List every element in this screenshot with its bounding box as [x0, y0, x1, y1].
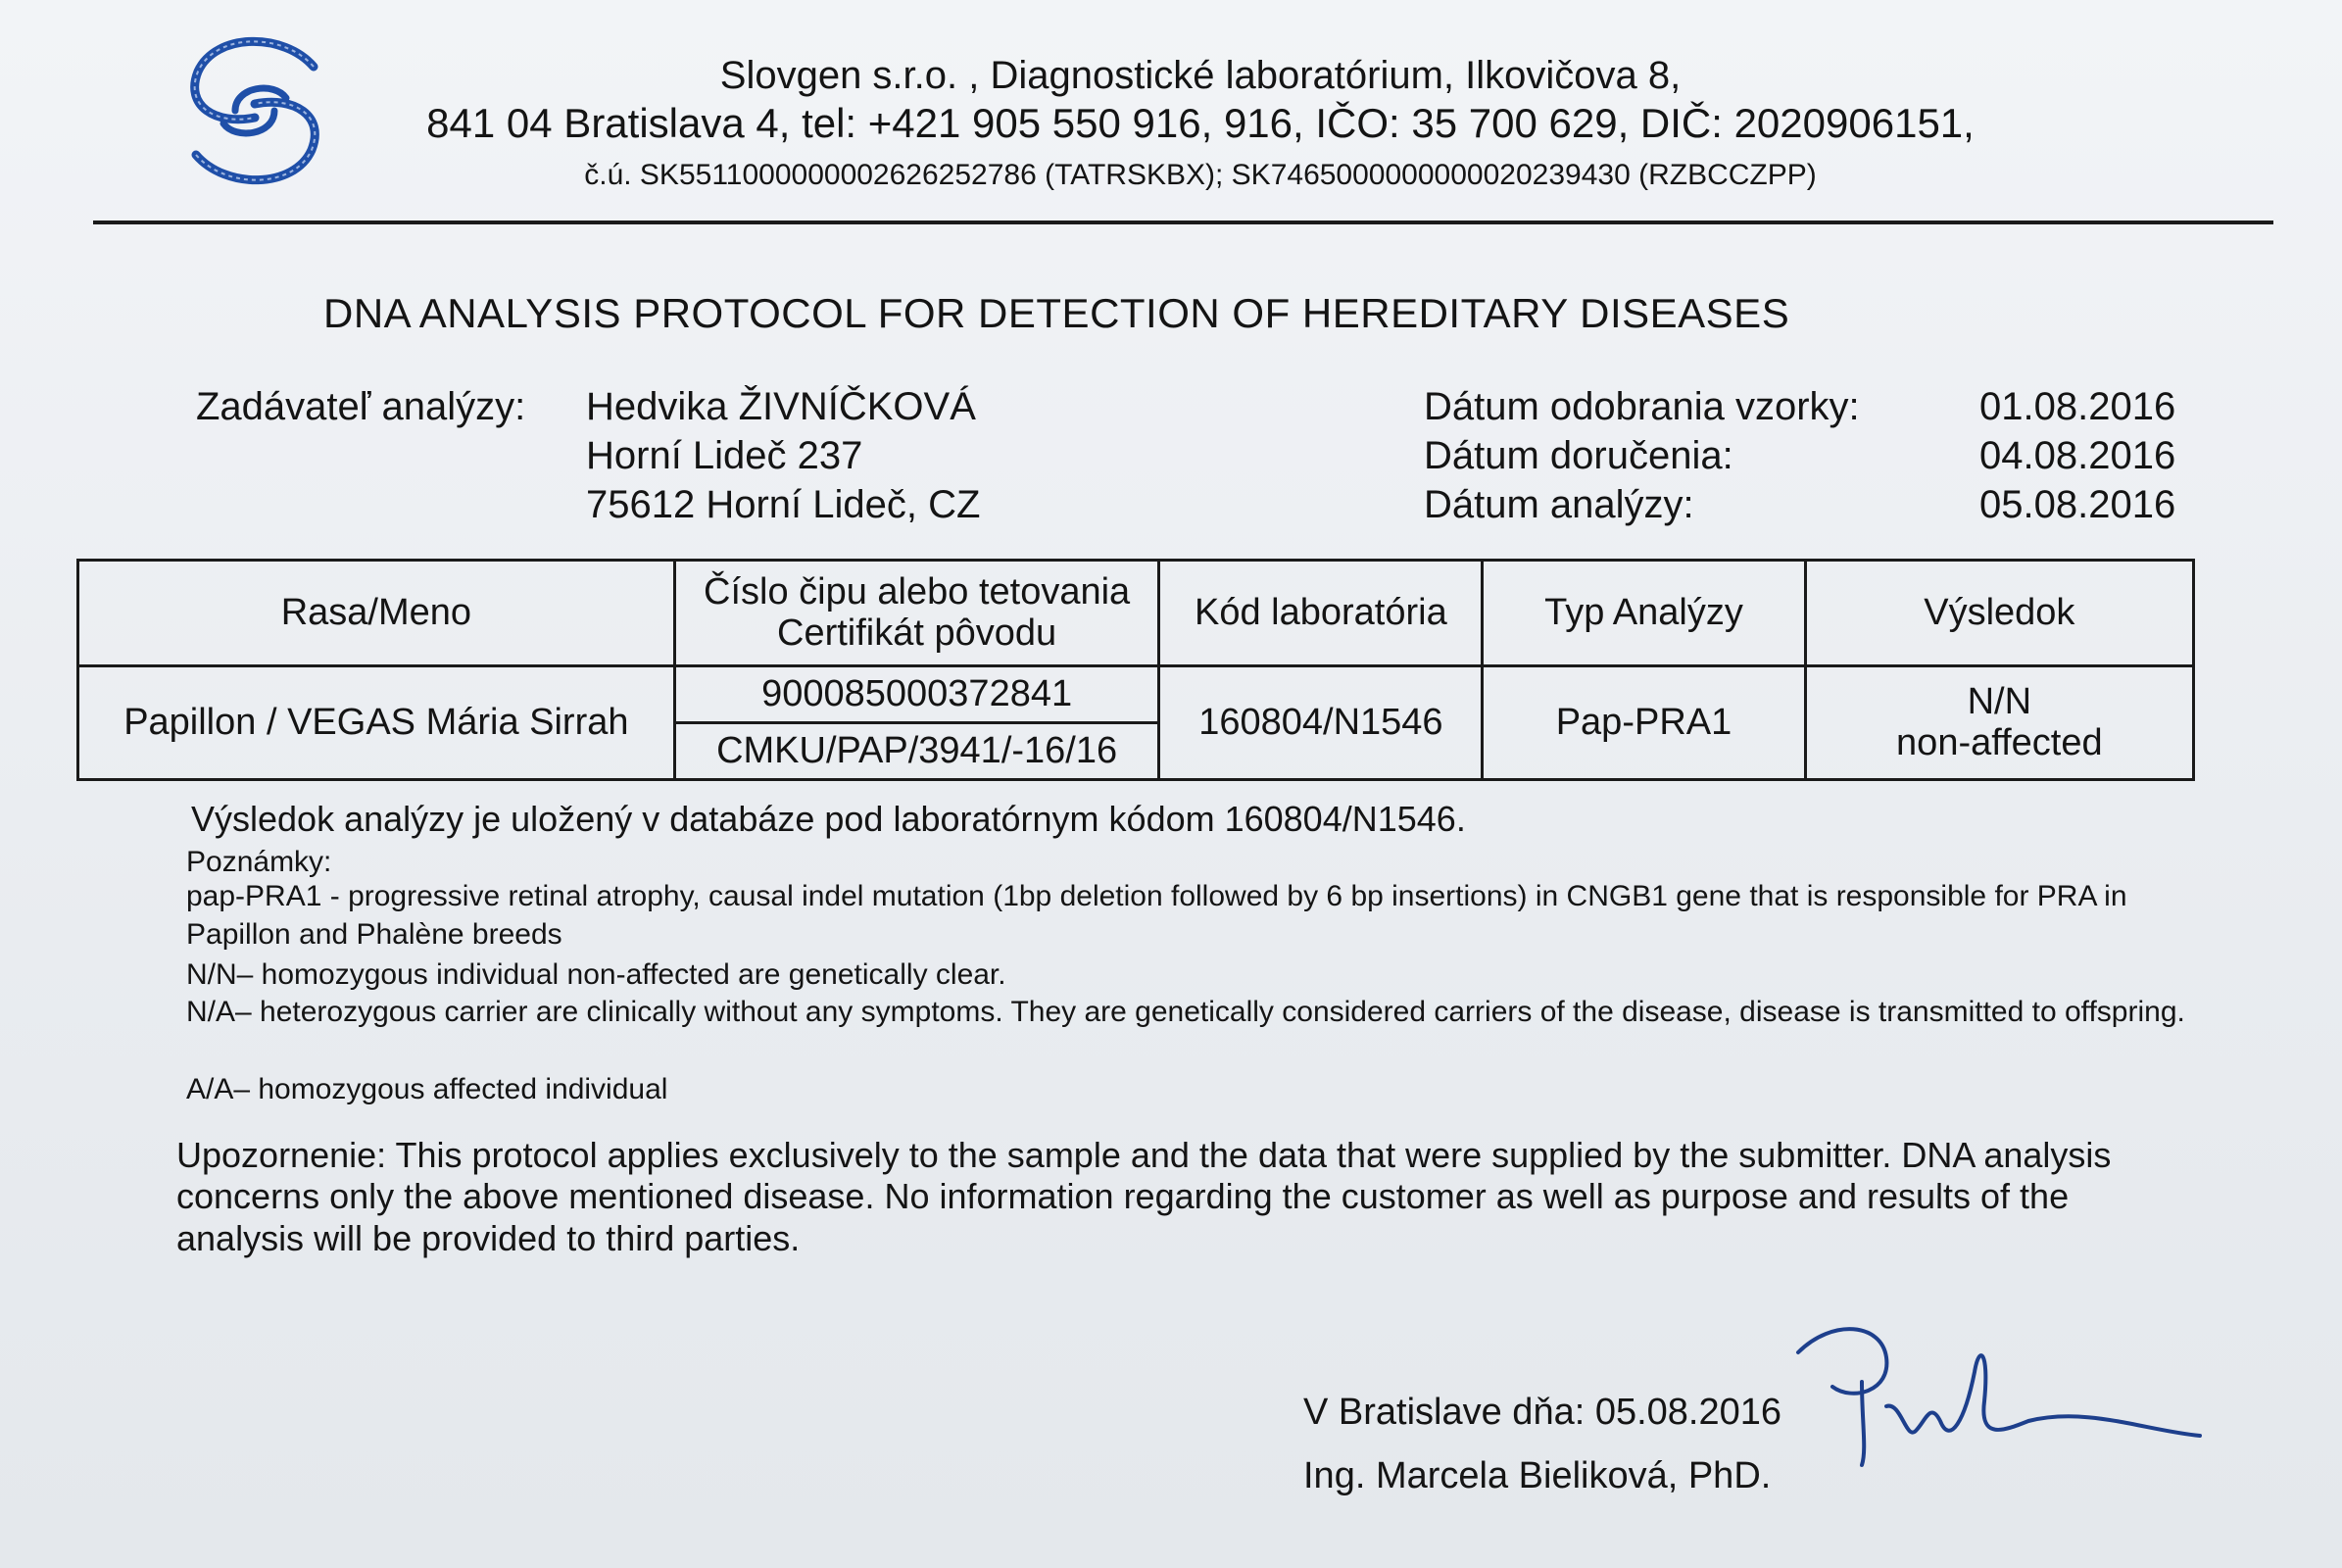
header-breed-name: Rasa/Meno [78, 561, 675, 666]
client-label: Zadávateľ analýzy: [196, 385, 526, 428]
document-title: DNA ANALYSIS PROTOCOL FOR DETECTION OF HEREDITARY DISEASES [323, 290, 1790, 336]
table-row [78, 666, 2194, 723]
client-address-line2: 75612 Horní Lideč, CZ [586, 483, 981, 526]
header-certificate: Certifikát pôvodu [777, 612, 1057, 654]
cell-chip: 900085000372841 [674, 666, 1159, 723]
note-aa: A/A– homozygous affected individual [186, 1073, 668, 1105]
header-lab-code: Kód laboratória [1159, 561, 1483, 666]
header-result: Výsledok [1805, 561, 2193, 666]
notes-heading: Poznámky: [186, 846, 332, 878]
handwritten-signature [1793, 1313, 2205, 1470]
cell-certificate: CMKU/PAP/3941/-16/16 [674, 723, 1159, 780]
cell-lab-code: 160804/N1546 [1159, 666, 1483, 780]
note-nn: N/N– homozygous individual non-affected are genetically clear. [186, 958, 1006, 991]
place-and-date: V Bratislave dňa: 05.08.2016 [1303, 1392, 1782, 1433]
client-address-line1: Horní Lideč 237 [586, 434, 863, 477]
note-pap-pra1: pap-PRA1 - progressive retinal atrophy, causal indel mutation (1bp deletion followed by 6 bp insertions) in CNGB1 gene that is responsible for PRA in Papillon and Phalène breeds [186, 880, 2127, 951]
cell-breed-name: Papillon / VEGAS Mária Sirrah [78, 666, 675, 780]
warning-text: Upozornenie: This protocol applies exclusively to the sample and the data that were supplied by the submitter. DNA analysis concerns only the above mentioned disease. No information regarding the customer as well as purpose and results of the analysis will be provided to third parties. [176, 1135, 2112, 1258]
analysis-date-label: Dátum analýzy: [1424, 483, 1694, 526]
table-header-row [78, 561, 2194, 666]
delivery-date-label: Dátum doručenia: [1424, 434, 1733, 477]
header-chip: Číslo čipu alebo tetovania [704, 570, 1131, 612]
database-note: Výsledok analýzy je uložený v databáze pod laboratórnym kódom 160804/N1546. [191, 799, 1466, 839]
header-divider [93, 220, 2273, 224]
delivery-date-value: 04.08.2016 [1979, 434, 2176, 477]
sampling-date-value: 01.08.2016 [1979, 385, 2176, 428]
header-chip-certificate [674, 561, 1159, 666]
analysis-date-value: 05.08.2016 [1979, 483, 2176, 526]
signer-name: Ing. Marcela Bieliková, PhD. [1303, 1455, 1772, 1496]
result-code: N/N [1967, 680, 2032, 722]
note-na: N/A– heterozygous carrier are clinically without any symptoms. They are genetically considered carriers of the disease, disease is transmitted to offspring. [186, 996, 2185, 1028]
cell-analysis-type: Pap-PRA1 [1483, 666, 1805, 780]
sampling-date-label: Dátum odobrania vzorky: [1424, 385, 1860, 428]
client-name: Hedvika ŽIVNÍČKOVÁ [586, 385, 976, 428]
results-table [76, 559, 2195, 781]
lab-header-line2: 841 04 Bratislava 4, tel: +421 905 550 916, 916, IČO: 35 700 629, DIČ: 2020906151, [426, 100, 1975, 146]
lab-header-line1: Slovgen s.r.o. , Diagnostické laboratórium, Ilkovičova 8, [719, 54, 1682, 97]
cell-result [1805, 666, 2193, 780]
header-analysis-type: Typ Analýzy [1483, 561, 1805, 666]
lab-header-line3: č.ú. SK5511000000002626252786 (TATRSKBX); SK7465000000000020239430 (RZBCCZPP) [584, 159, 1817, 191]
result-text: non-affected [1896, 721, 2103, 763]
